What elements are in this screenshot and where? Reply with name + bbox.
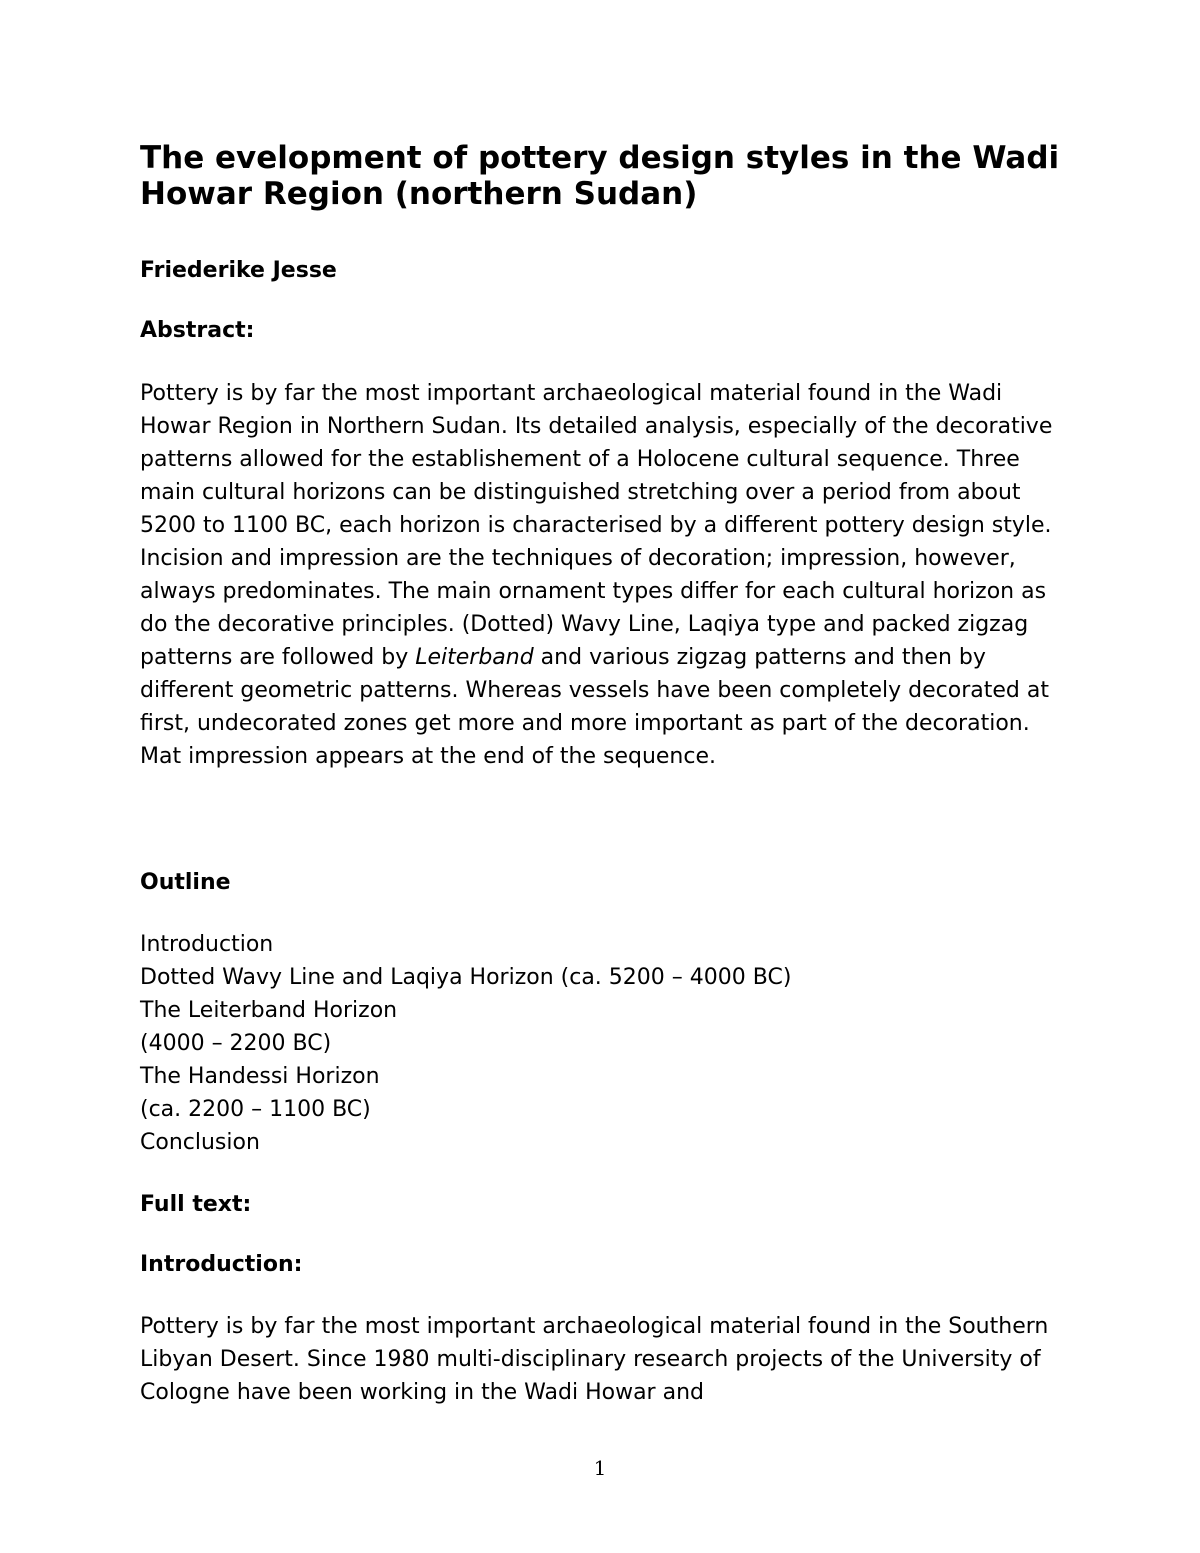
outline-item: Introduction (140, 932, 274, 957)
author-name: Friederike Jesse (140, 258, 337, 283)
outline-heading: Outline (140, 870, 231, 895)
outline-item: Dotted Wavy Line and Laqiya Horizon (ca. 5200 – 4000 BC) (140, 965, 792, 990)
outline-item: (4000 – 2200 BC) (140, 1031, 332, 1056)
introduction-heading: Introduction: (140, 1252, 303, 1277)
full-text-heading: Full text: (140, 1192, 252, 1217)
page-number: 1 (593, 1456, 607, 1480)
outline-item: The Leiterband Horizon (140, 998, 398, 1023)
abstract-heading: Abstract: (140, 318, 255, 343)
outline-list (140, 928, 791, 1159)
document-body (140, 140, 1070, 1405)
outline-item: Conclusion (140, 1130, 260, 1155)
abstract-text-end: and various zigzag patterns and then by different geometric patterns. Whereas vessels have been completely decorated at first, undecorated zones get more and more important as part of the decoration. Mat impression appears at the end of the sequence. (140, 645, 1049, 769)
abstract-text-start: Pottery is by far the most important archaeological material found in the Wadi Howar Region in Northern Sudan. Its detailed analysis, especially of the decorative patterns allowed for the establishement of a Holocene cultural sequence. Three main cultural horizons can be distinguished stretching over a period from about 5200 to 1100 BC, each horizon is characterised by a different pottery design style. Incision and impression are the techniques of decoration; impression, however, always predominates. The main ornament types differ for each cultural horizon as do the decorative principles. (Dotted) Wavy Line, Laqiya type and packed zigzag patterns are followed by (140, 381, 1053, 670)
abstract-italic-term: Leiterband (415, 645, 534, 670)
abstract-paragraph (140, 377, 1065, 773)
document-title: The evelopment of pottery design styles in the Wadi Howar Region (northern Sudan) (140, 140, 1060, 212)
outline-item: (ca. 2200 – 1100 BC) (140, 1097, 371, 1122)
outline-item: The Handessi Horizon (140, 1064, 380, 1089)
introduction-paragraph: Pottery is by far the most important archaeological material found in the Southern Libyan Desert. Since 1980 multi-disciplinary research projects of the University of Cologne have been working in the Wadi Howar and (140, 1314, 1049, 1405)
